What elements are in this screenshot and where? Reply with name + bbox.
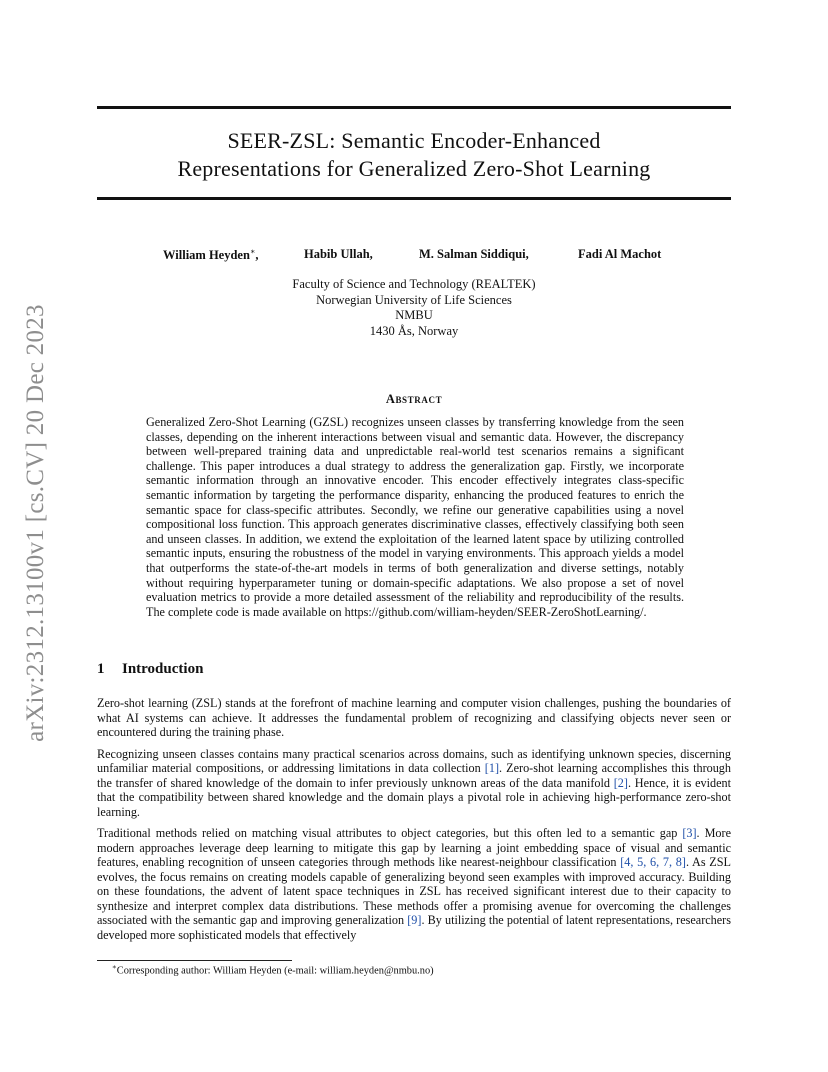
title-top-rule bbox=[97, 106, 731, 109]
paragraph: Traditional methods relied on matching visual attributes to object categories, but this often led to a semantic gap [3]. More modern approaches leverage deep learning to mitigate this gap by learning a joint embedding space of visual and semantic features, enabling recognition of unseen categories through methods like nearest-neighbour classification [4, 5, 6, 7, 8]. As ZSL evolves, the focus remains on creating models capable of generalizing beyond seen examples with improved accuracy. Building on these foundations, the advent of latent space techniques in ZSL has received significant interest due to their capacity to synthesize and interpret complex data distributions. These methods offer a promising avenue for overcoming the challenges associated with the semantic gap and improving generalization [9]. By utilizing the potential of latent representations, researchers developed more sophisticated models that effectively bbox=[97, 826, 731, 942]
citation-link[interactable]: [2] bbox=[613, 775, 628, 790]
paragraph: Zero-shot learning (ZSL) stands at the forefront of machine learning and computer vision challenges, pushing the boundaries of what AI systems can achieve. It addresses the fundamental problem of recognizing and classifying objects never seen or encountered during the training phase. bbox=[97, 696, 731, 739]
affiliation-line: NMBU bbox=[395, 308, 433, 322]
author-name: William Heyden∗, bbox=[163, 247, 259, 263]
paragraph: Recognizing unseen classes contains many practical scenarios across domains, such as identifying unknown species, discerning unfamiliar material compositions, or addressing limitations in data collection [1]. Zero-shot learning accomplishes this through the transfer of shared knowledge of the domain to infer previously unknown areas of the data manifold [2]. Hence, it is evident that the compatibility between shared knowledge and the domain plays a pivotal role in achieving high-performance zero-shot learning. bbox=[97, 746, 732, 819]
affiliation-line: Faculty of Science and Technology (REALTEK) bbox=[292, 277, 536, 291]
affiliation-line: Norwegian University of Life Sciences bbox=[316, 292, 512, 307]
affiliation bbox=[0, 277, 828, 339]
introduction-body bbox=[97, 696, 731, 949]
author-name: Fadi Al Machot bbox=[578, 247, 662, 261]
paper-title-line-2: Representations for Generalized Zero-Shot Learning bbox=[177, 156, 651, 181]
paper-title bbox=[97, 127, 731, 183]
footnote bbox=[112, 963, 434, 976]
affiliation-line: 1430 Ås, Norway bbox=[369, 323, 459, 338]
paper-title-line-1: SEER-ZSL: Semantic Encoder-Enhanced bbox=[227, 128, 601, 153]
title-bottom-rule bbox=[97, 197, 731, 200]
citation-link[interactable]: [1] bbox=[484, 761, 500, 775]
arxiv-identifier-stamp bbox=[20, 285, 52, 760]
section-heading bbox=[97, 661, 203, 678]
abstract-heading: Abstract bbox=[385, 392, 443, 406]
citation-link[interactable]: [4, 5, 6, 7, 8] bbox=[620, 855, 686, 869]
citation-link[interactable]: [3] bbox=[682, 826, 697, 840]
abstract-text: Generalized Zero-Shot Learning (GZSL) recognizes unseen classes by transferring knowledge from the seen classes, depending on the inherent interactions between visual and semantic data. However, the discrepancy between well-prepared training data and unpredictable real-world test scenarios remains a significant challenge. This paper introduces a dual strategy to address the generalization gap. Firstly, we incorporate semantic information through an innovative encoder. This encoder effectively integrates class-specific semantic information by targeting the performance disparity, enhancing the produced features to enrich the semantic space for class-specific attributes. Secondly, we refine our generative capabilities using a novel compositional loss function. This approach generates discriminative classes, effectively classifying both seen and unseen classes. In addition, we extend the exploitation of the learned latent space by utilizing controlled semantic inputs, ensuring the robustness of the model in varying environments. This approach yields a model that outperforms the state-of-the-art models in terms of both generalization and diverse settings, notably without requiring hyperparameter tuning or domain-specific adaptations. We also propose a set of novel evaluation metrics to provide a more detailed assessment of the reliability and reproducibility of the results. The complete code is made available on https://github.com/william-heyden/SEER-ZeroShotLearning/. bbox=[146, 415, 684, 619]
author-name: Habib Ullah, bbox=[304, 247, 373, 261]
citation-link[interactable]: [9] bbox=[407, 913, 422, 927]
arxiv-identifier-text: arXiv:2312.13100v1 [cs.CV] 20 Dec 2023 bbox=[22, 303, 49, 742]
section-number: 1 bbox=[97, 661, 105, 677]
footnote-mark: ∗ bbox=[112, 963, 117, 971]
author-name: M. Salman Siddiqui, bbox=[419, 247, 529, 261]
section-title: Introduction bbox=[122, 661, 204, 677]
footnote-rule bbox=[97, 960, 292, 961]
footnote-text: Corresponding author: William Heyden (e-mail: william.heyden@nmbu.no) bbox=[116, 965, 434, 977]
